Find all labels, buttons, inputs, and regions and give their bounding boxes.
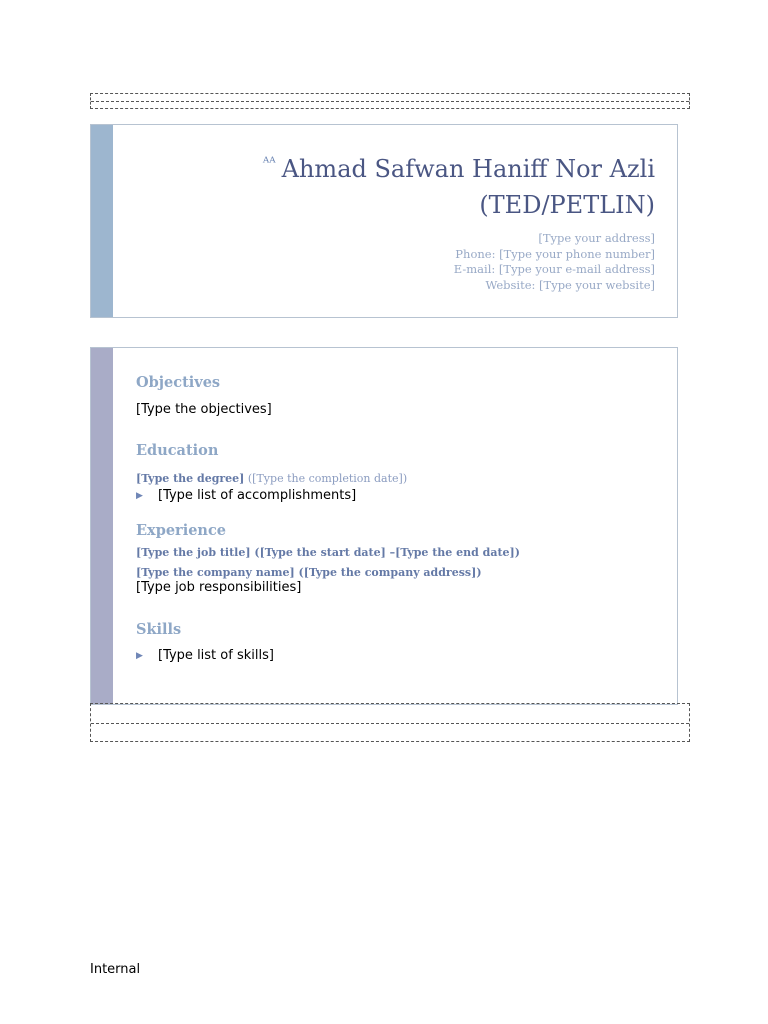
education-degree-line <box>136 472 407 485</box>
skills-item <box>136 648 274 663</box>
experience-heading: Experience <box>136 522 227 539</box>
objectives-text: [Type the objectives] <box>136 402 272 417</box>
company-text: [Type the company name] ([Type the company address]) <box>136 566 482 579</box>
education-heading: Education <box>136 442 219 459</box>
name-mark: ᴬᴬ <box>262 155 276 171</box>
phone-line: Phone: [Type your phone number] <box>455 246 655 261</box>
header-dashed-line <box>91 101 689 102</box>
skills-heading: Skills <box>136 621 182 638</box>
objectives-heading: Objectives <box>136 374 221 391</box>
bullet-triangle-icon: ▶ <box>136 491 143 501</box>
applicant-name <box>175 151 655 223</box>
degree-text: [Type the degree] <box>136 472 245 485</box>
header-area <box>90 93 690 109</box>
company-line <box>136 566 482 579</box>
footer-dashed-line <box>91 723 689 724</box>
name-line-2: (TED/PETLIN) <box>479 191 655 219</box>
classification-label: Internal <box>90 962 141 977</box>
accomplishments-text: [Type list of accomplishments] <box>158 488 357 503</box>
name-card-stripe <box>91 125 113 317</box>
address-line: [Type your address] <box>538 231 655 245</box>
job-title-text: [Type the job title] ([Type the start date] –[Type the end date]) <box>136 546 520 559</box>
contact-block <box>454 231 655 293</box>
email-line: E-mail: [Type your e-mail address] <box>453 262 655 276</box>
bullet-triangle-icon: ▶ <box>136 651 143 661</box>
website-line: Website: [Type your website] <box>485 277 655 292</box>
name-line-1: Ahmad Safwan Haniff Nor Azli <box>281 155 655 183</box>
responsibilities-text: [Type job responsibilities] <box>136 580 302 595</box>
body-card-stripe <box>91 348 113 704</box>
name-card <box>90 124 678 318</box>
job-title-line <box>136 546 520 559</box>
skills-text: [Type list of skills] <box>158 648 274 663</box>
resume-body-card <box>90 347 678 705</box>
completion-date-text: ([Type the completion date]) <box>247 472 408 485</box>
footer-area <box>90 703 690 742</box>
accomplishments-item <box>136 488 356 503</box>
